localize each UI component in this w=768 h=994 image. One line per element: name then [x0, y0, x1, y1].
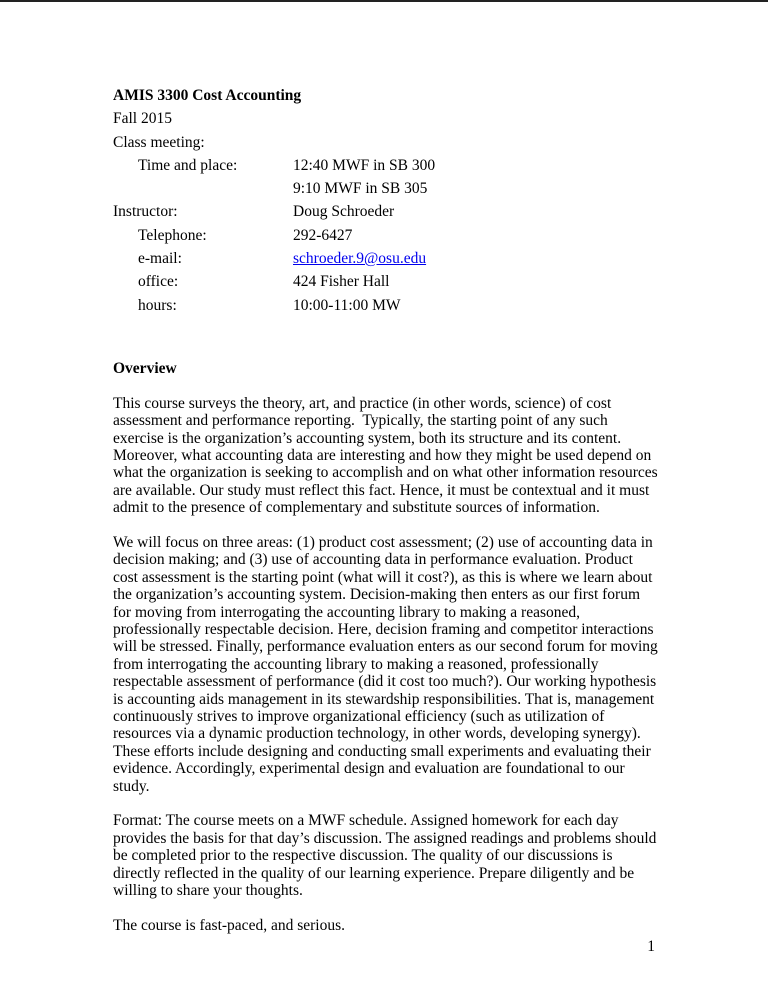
info-label: Time and place: [138, 156, 238, 174]
closing-paragraph: The course is fast-paced, and serious. [113, 916, 345, 934]
info-row-hours [113, 294, 656, 317]
info-value: Doug Schroeder [293, 203, 395, 221]
info-label: e-mail: [138, 250, 182, 268]
info-row-instructor [113, 200, 656, 223]
format-paragraph: Format: The course meets on a MWF schedule. Assigned homework for each day provides the basis for that day’s discussion. The assigned readings and problems should be completed prior to the respective discussion. The quality of our discussions is directly reflected in the quality of our learning experience. Prepare diligently and be willing to share your thoughts. [113, 812, 661, 900]
info-value: 12:40 MWF in SB 300 [293, 156, 436, 174]
term-row [113, 107, 656, 130]
info-row-telephone [113, 224, 656, 247]
info-row-time-place [113, 154, 656, 177]
info-value: 424 Fisher Hall [293, 273, 390, 291]
class-meeting-row [113, 131, 656, 154]
info-label: office: [138, 273, 179, 291]
email-link[interactable]: schroeder.9@osu.edu [293, 250, 427, 268]
info-label [113, 177, 293, 200]
overview-paragraph-2: We will focus on three areas: (1) product cost assessment; (2) use of accounting data in decision making; and (3) use of accounting data in performance evaluation. Product cost assessment is the starting point (what will it cost?), as this is where we learn about the organization’s accounting system. Decision-making then enters as our first forum for moving from interrogating the accounting library to making a reasoned, professionally respectable decision. Here, decision framing and competitor interactions will be stressed. Finally, performance evaluation enters as our second forum for moving from interrogating the accounting library to making a reasoned, professionally respectable assessment of performance (did it cost too much?). Our working hypothesis is accounting aids management in its stewardship responsibilities. That is, management continuously strives to improve organizational efficiency (such as utilization of resources via a dynamic production technology, in other words, developing synergy). These efforts include designing and conducting small experiments and evaluating their evidence. Accordingly, experimental design and evaluation are foundational to our study. [113, 534, 662, 795]
class-meeting-label: Class meeting: [113, 133, 205, 151]
course-title: AMIS 3300 Cost Accounting [113, 87, 302, 104]
page-number: 1 [647, 938, 655, 955]
info-value: 10:00-11:00 MW [293, 296, 401, 314]
info-label: hours: [138, 296, 177, 314]
info-row-email [113, 247, 656, 270]
info-row-office [113, 270, 656, 293]
info-value: 292-6427 [293, 226, 353, 244]
term-text: Fall 2015 [113, 110, 172, 128]
info-value: 9:10 MWF in SB 305 [293, 180, 428, 198]
info-label: Instructor: [113, 203, 178, 221]
info-value [293, 247, 656, 270]
overview-paragraph-1: This course surveys the theory, art, and practice (in other words, science) of cost assessment and performance reporting. Typically, the starting point of any such exercise is the organization’s accounting system, both its structure and its content. Moreover, what accounting data are interesting and how they might be used depend on what the organization is seeking to accomplish and on what other information resources are available. Our study must reflect this fact. Hence, it must be contextual and it must admit to the presence of complementary and substitute sources of information. [113, 394, 662, 517]
section-heading-overview: Overview [113, 359, 177, 377]
info-row-time-place-2 [113, 177, 656, 200]
info-label: Telephone: [138, 226, 207, 244]
